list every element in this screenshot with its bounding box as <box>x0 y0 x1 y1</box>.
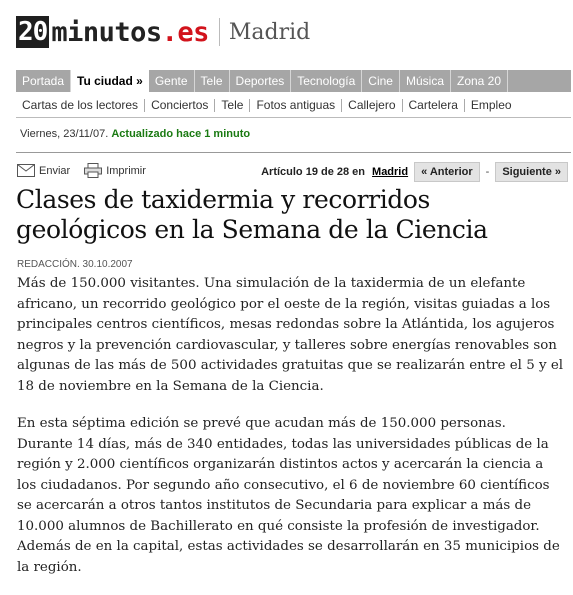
subnav-item[interactable]: Cartelera <box>403 99 465 112</box>
subnav-item[interactable]: Fotos antiguas <box>250 99 342 112</box>
nav-item[interactable]: Tecnología <box>291 70 362 92</box>
subnav-item[interactable]: Empleo <box>470 97 512 112</box>
city-name: Madrid <box>228 19 311 45</box>
previous-button[interactable]: « Anterior <box>414 162 480 182</box>
article-paragraph: En esta séptima edición se prevé que acudan más de 150.000 personas. Durante 14 días, más de 340 entidades, todas las universidades públicas de la región y 2.000 científicos organizarán distintos actos y acercarán la ciencia a los ciudadanos. Por segundo año consecutivo, el 6 de noviembre 60 científicos se acercarán a otros tantos institutos de Secundaria para explicar a más de 10.000 alumnos de Bachillerato en qué consiste la profesión de investigador. Además de en la capital, estas actividades se desarrollarán en 35 municipios de la región. <box>17 416 560 575</box>
printer-icon <box>84 163 102 178</box>
primary-nav <box>16 70 571 92</box>
subnav-item[interactable]: Conciertos <box>145 99 215 112</box>
dateline <box>20 128 250 140</box>
subnav-item[interactable]: Cartas de los lectores <box>16 99 145 112</box>
nav-item[interactable]: Portada <box>16 70 71 92</box>
pager-separator: - <box>485 166 490 178</box>
article-body <box>17 274 565 595</box>
print-link[interactable] <box>84 163 146 178</box>
site-logo[interactable] <box>16 14 310 50</box>
print-label: Imprimir <box>106 164 146 177</box>
section-link[interactable]: Madrid <box>372 166 409 178</box>
nav-item[interactable]: Zona 20 <box>451 70 508 92</box>
logo-separator <box>219 18 220 46</box>
send-label: Enviar <box>39 164 71 177</box>
logo-wordmark: minutos.es <box>51 16 209 48</box>
subnav-item[interactable]: Callejero <box>342 99 402 112</box>
article-paragraph: Más de 150.000 visitantes. Una simulación de la taxidermia de un elefante africano, un recorrido geológico por el oeste de la región, visitas guiadas a los principales centros científicos, mesas redondas sobre la Atlántida, los agujeros negros y la prevención cardiovascular, y talleres sobre energías renovables son algunas de las más de 500 actividades gratuitas que se realizarán entre el 5 y el 18 de noviembre en la Semana de la Ciencia. <box>17 276 564 394</box>
next-button[interactable]: Siguiente » <box>495 162 568 182</box>
envelope-icon <box>17 164 35 177</box>
updated-status: Actualizado hace 1 minuto <box>111 128 251 140</box>
logo-number: 20 <box>18 17 48 47</box>
nav-item[interactable]: Deportes <box>230 70 292 92</box>
send-link[interactable] <box>17 164 70 177</box>
article-title: Clases de taxidermia y recorridos geológicos en la Semana de la Ciencia <box>16 185 488 244</box>
divider <box>16 152 571 153</box>
nav-item[interactable]: Gente <box>149 70 195 92</box>
nav-item[interactable]: Tu ciudad » <box>71 70 149 92</box>
subnav-item[interactable]: Tele <box>215 99 250 112</box>
article-count: Artículo 19 de 28 en <box>261 166 366 178</box>
nav-item[interactable]: Cine <box>362 70 400 92</box>
article-pager <box>261 162 568 182</box>
article-byline: REDACCIÓN. 30.10.2007 <box>17 259 133 270</box>
nav-item[interactable]: Tele <box>195 70 230 92</box>
article-tools <box>17 163 160 178</box>
current-date: Viernes, 23/11/07. <box>20 128 109 140</box>
nav-item[interactable]: Música <box>400 70 451 92</box>
secondary-nav <box>16 93 571 118</box>
